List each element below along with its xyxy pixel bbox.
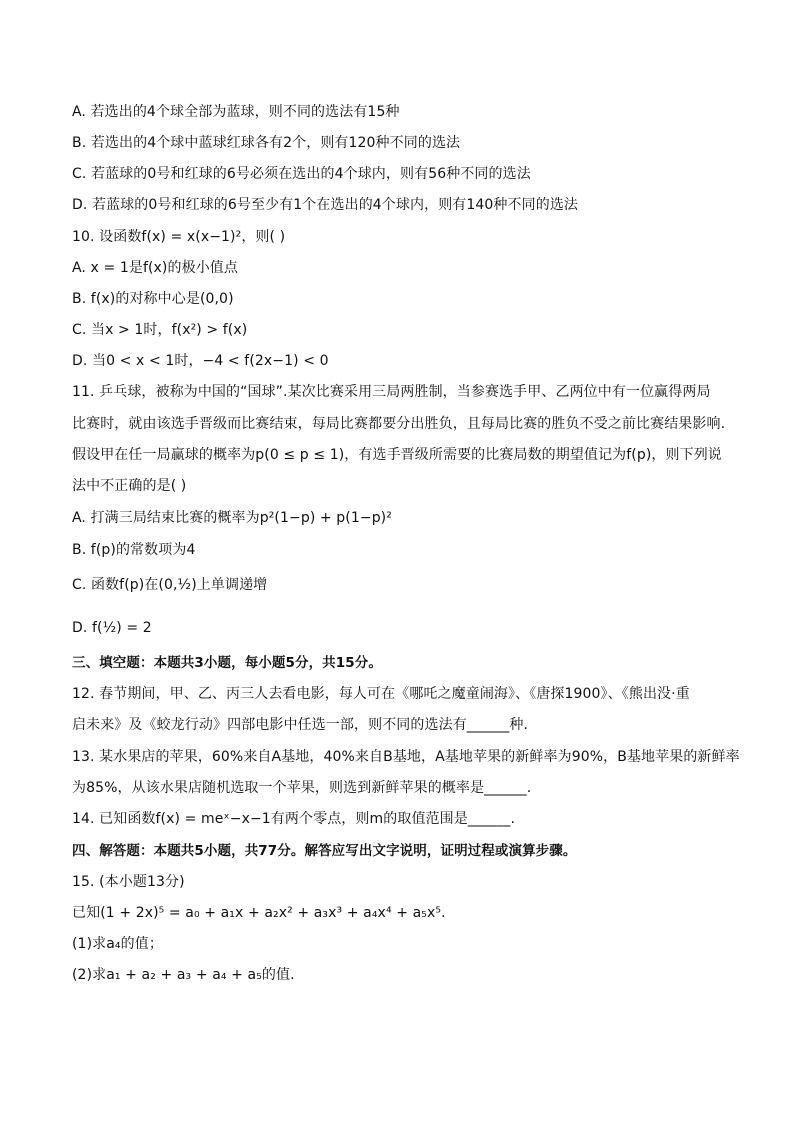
- q15-part-1: (1)求a₄的值；: [72, 936, 163, 952]
- q10-option-b: B. f(x)的对称中心是(0,0): [72, 291, 234, 307]
- q11-option-b: B. f(p)的常数项为4: [72, 542, 196, 558]
- q11-option-d: D. f(½) = 2: [72, 620, 152, 636]
- q11-stem-line-4: 法中不正确的是( ): [72, 478, 187, 494]
- q12-line-1: 12. 春节期间，甲、乙、丙三人去看电影，每人可在《哪吒之魔童闹海》、《唐探1900》、《熊出没·重: [72, 686, 690, 702]
- q11-option-c: C. 函数f(p)在(0,½)上单调递增: [72, 577, 268, 593]
- q15-title: 15. (本小题13分): [72, 874, 185, 890]
- q9-option-c: C. 若蓝球的0号和红球的6号必须在选出的4个球内，则有56种不同的选法: [72, 166, 531, 182]
- q10-option-d: D. 当0 < x < 1时，−4 < f(2x−1) < 0: [72, 353, 329, 369]
- q13-line-1: 13. 某水果店的苹果，60%来自A基地，40%来自B基地，A基地苹果的新鲜率为90%，B基地苹果的新鲜率: [72, 749, 740, 765]
- q11-stem-line-2: 比赛时，就由该选手晋级而比赛结束，每局比赛都要分出胜负，且每局比赛的胜负不受之前比赛结果影响.: [72, 416, 726, 432]
- q10-option-a: A. x = 1是f(x)的极小值点: [72, 260, 238, 276]
- section-3-heading: 三、填空题：本题共3小题，每小题5分，共15分。: [72, 655, 382, 671]
- q14-stem: 14. 已知函数f(x) = meˣ−x−1有两个零点，则m的取值范围是______.: [72, 811, 515, 827]
- q15-given: 已知(1 + 2x)⁵ = a₀ + a₁x + a₂x² + a₃x³ + a₄x⁴ + a₅x⁵.: [72, 905, 446, 921]
- q15-part-2: (2)求a₁ + a₂ + a₃ + a₄ + a₅的值.: [72, 967, 295, 983]
- q10-stem: 10. 设函数f(x) = x(x−1)²，则( ): [72, 229, 286, 245]
- q9-option-a: A. 若选出的4个球全部为蓝球，则不同的选法有15种: [72, 104, 400, 120]
- q12-line-2: 启未来》及《蛟龙行动》四部电影中任选一部，则不同的选法有______种.: [72, 717, 529, 733]
- q9-option-d: D. 若蓝球的0号和红球的6号至少有1个在选出的4个球内，则有140种不同的选法: [72, 197, 579, 213]
- q9-option-b: B. 若选出的4个球中蓝球红球各有2个，则有120种不同的选法: [72, 135, 461, 151]
- q11-stem-line-3: 假设甲在任一局赢球的概率为p(0 ≤ p ≤ 1)，有选手晋级所需要的比赛局数的期望值记为f(p)，则下列说: [72, 447, 722, 463]
- q11-option-a: A. 打满三局结束比赛的概率为p²(1−p) + p(1−p)²: [72, 510, 392, 526]
- section-4-heading: 四、解答题：本题共5小题，共77分。解答应写出文字说明，证明过程或演算步骤。: [72, 843, 577, 859]
- q10-option-c: C. 当x > 1时，f(x²) > f(x): [72, 322, 248, 338]
- q13-line-2: 为85%，从该水果店随机选取一个苹果，则选到新鲜苹果的概率是______.: [72, 780, 532, 796]
- q11-stem-line-1: 11. 乒乓球，被称为中国的“国球”.某次比赛采用三局两胜制，当参赛选手甲、乙两位中有一位赢得两局: [72, 384, 711, 400]
